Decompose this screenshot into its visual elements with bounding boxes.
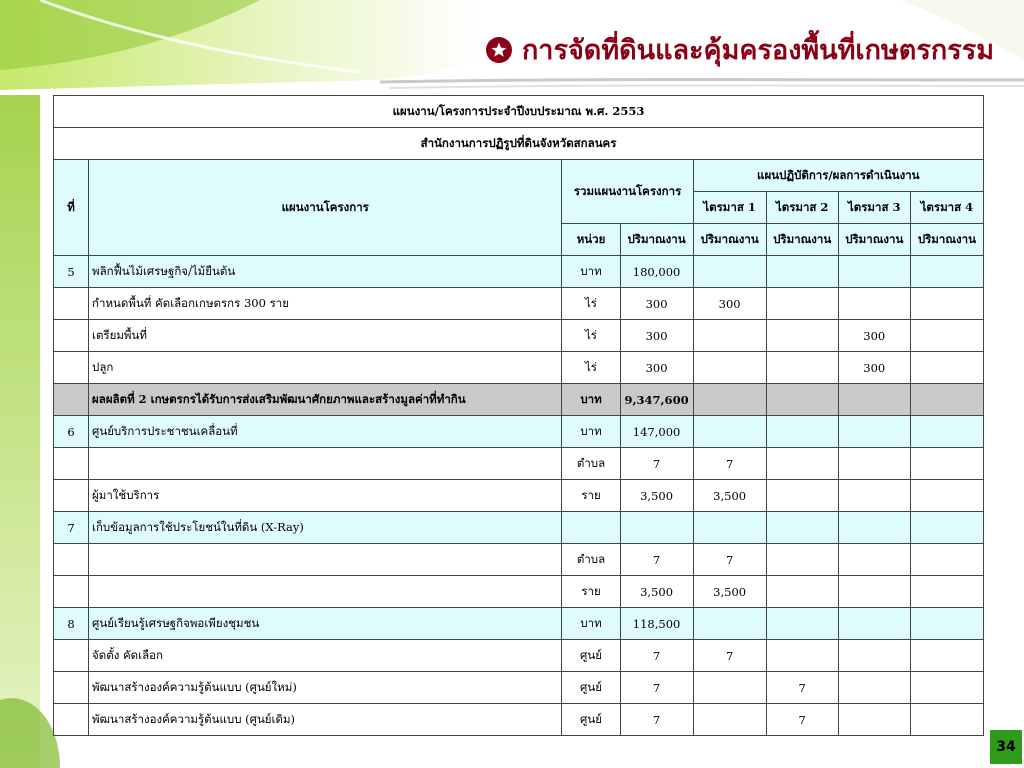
cell-q3 xyxy=(838,608,910,640)
cell-q2: 7 xyxy=(766,704,838,736)
cell-project: พัฒนาสร้างองค์ความรู้ต้นแบบ (ศูนย์เดิม) xyxy=(89,704,562,736)
header-qty-q4: ปริมาณงาน xyxy=(910,224,983,256)
cell-no xyxy=(54,480,89,512)
cell-q2 xyxy=(766,640,838,672)
cell-qty: 7 xyxy=(620,704,693,736)
cell-no xyxy=(54,576,89,608)
cell-q4 xyxy=(910,640,983,672)
cell-q4 xyxy=(910,384,983,416)
table-row xyxy=(54,320,984,352)
cell-project: ผู้มาใช้บริการ xyxy=(89,480,562,512)
table-caption-office: สำนักงานการปฏิรูปที่ดินจังหวัดสกลนคร xyxy=(54,128,984,160)
cell-q4 xyxy=(910,416,983,448)
table-row xyxy=(54,672,984,704)
cell-project: ศูนย์เรียนรู้เศรษฐกิจพอเพียงชุมชน xyxy=(89,608,562,640)
cell-q3 xyxy=(838,288,910,320)
cell-qty: 3,500 xyxy=(620,576,693,608)
cell-q3 xyxy=(838,640,910,672)
header-no: ที่ xyxy=(54,160,89,256)
cell-q4 xyxy=(910,288,983,320)
cell-q1 xyxy=(693,416,766,448)
cell-q2 xyxy=(766,288,838,320)
cell-unit: ราย xyxy=(562,480,620,512)
header-q4: ไตรมาส 4 xyxy=(910,192,983,224)
cell-q3 xyxy=(838,704,910,736)
header-q1: ไตรมาส 1 xyxy=(693,192,766,224)
cell-q2 xyxy=(766,320,838,352)
cell-qty: 7 xyxy=(620,640,693,672)
cell-qty: 7 xyxy=(620,672,693,704)
cell-q3 xyxy=(838,480,910,512)
cell-no xyxy=(54,384,89,416)
cell-q4 xyxy=(910,256,983,288)
cell-project: เก็บข้อมูลการใช้ประโยชน์ในที่ดิน (X-Ray) xyxy=(89,512,562,544)
cell-unit: บาท xyxy=(562,384,620,416)
cell-q4 xyxy=(910,608,983,640)
cell-no xyxy=(54,704,89,736)
cell-project xyxy=(89,544,562,576)
cell-unit: ไร่ xyxy=(562,352,620,384)
cell-q3 xyxy=(838,576,910,608)
cell-q4 xyxy=(910,448,983,480)
table-row xyxy=(54,640,984,672)
cell-unit xyxy=(562,512,620,544)
cell-unit: ตำบล xyxy=(562,448,620,480)
cell-q4 xyxy=(910,512,983,544)
cell-q4 xyxy=(910,544,983,576)
page-title xyxy=(486,28,994,71)
table-row xyxy=(54,416,984,448)
cell-qty: 300 xyxy=(620,320,693,352)
table-row xyxy=(54,512,984,544)
table-row xyxy=(54,256,984,288)
header-qty: ปริมาณงาน xyxy=(620,224,693,256)
table-row xyxy=(54,288,984,320)
cell-unit: ศูนย์ xyxy=(562,672,620,704)
cell-qty: 118,500 xyxy=(620,608,693,640)
cell-q3 xyxy=(838,384,910,416)
cell-project: พัฒนาสร้างองค์ความรู้ต้นแบบ (ศูนย์ใหม่) xyxy=(89,672,562,704)
cell-q3 xyxy=(838,672,910,704)
cell-q1: 300 xyxy=(693,288,766,320)
header-q3: ไตรมาส 3 xyxy=(838,192,910,224)
header-qty-q3: ปริมาณงาน xyxy=(838,224,910,256)
cell-project: จัดตั้ง คัดเลือก xyxy=(89,640,562,672)
table-row xyxy=(54,576,984,608)
cell-q1 xyxy=(693,672,766,704)
cell-q4 xyxy=(910,704,983,736)
cell-no xyxy=(54,320,89,352)
cell-q1: 7 xyxy=(693,544,766,576)
cell-no: 7 xyxy=(54,512,89,544)
cell-q2 xyxy=(766,448,838,480)
header-project: แผนงานโครงการ xyxy=(89,160,562,256)
cell-unit: บาท xyxy=(562,256,620,288)
cell-unit: ไร่ xyxy=(562,320,620,352)
cell-q1 xyxy=(693,608,766,640)
cell-qty: 300 xyxy=(620,288,693,320)
cell-no xyxy=(54,448,89,480)
cell-q1: 7 xyxy=(693,640,766,672)
cell-qty: 147,000 xyxy=(620,416,693,448)
cell-no xyxy=(54,640,89,672)
cell-project: กำหนดพื้นที่ คัดเลือกเกษตรกร 300 ราย xyxy=(89,288,562,320)
cell-qty: 7 xyxy=(620,448,693,480)
cell-no: 6 xyxy=(54,416,89,448)
cell-q2 xyxy=(766,608,838,640)
cell-q3: 300 xyxy=(838,352,910,384)
cell-qty: 9,347,600 xyxy=(620,384,693,416)
cell-q2 xyxy=(766,512,838,544)
cell-project xyxy=(89,448,562,480)
cell-no: 5 xyxy=(54,256,89,288)
cell-q3 xyxy=(838,544,910,576)
table-caption-fiscal: แผนงาน/โครงการประจำปีงบประมาณ พ.ศ. 2553 xyxy=(54,96,984,128)
cell-q1: 3,500 xyxy=(693,480,766,512)
header-q2: ไตรมาส 2 xyxy=(766,192,838,224)
cell-q3 xyxy=(838,448,910,480)
table-row xyxy=(54,608,984,640)
cell-q1 xyxy=(693,704,766,736)
page-title-text: การจัดที่ดินและคุ้มครองพื้นที่เกษตรกรรม xyxy=(521,35,994,66)
cell-no: 8 xyxy=(54,608,89,640)
cell-q1 xyxy=(693,512,766,544)
cell-q1: 7 xyxy=(693,448,766,480)
header-unit: หน่วย xyxy=(562,224,620,256)
star-icon xyxy=(486,37,512,63)
table-row xyxy=(54,704,984,736)
cell-unit: ศูนย์ xyxy=(562,640,620,672)
cell-q2 xyxy=(766,480,838,512)
header-plan: แผนปฏิบัติการ/ผลการดำเนินงาน xyxy=(693,160,983,192)
cell-project: ศูนย์บริการประชาชนเคลื่อนที่ xyxy=(89,416,562,448)
cell-qty: 180,000 xyxy=(620,256,693,288)
cell-project: ปลูก xyxy=(89,352,562,384)
table-row xyxy=(54,448,984,480)
header-qty-q2: ปริมาณงาน xyxy=(766,224,838,256)
header-total: รวมแผนงานโครงการ xyxy=(562,160,693,224)
cell-qty: 3,500 xyxy=(620,480,693,512)
cell-no xyxy=(54,672,89,704)
cell-q4 xyxy=(910,576,983,608)
project-plan-table xyxy=(53,95,984,736)
cell-q2 xyxy=(766,576,838,608)
cell-q2 xyxy=(766,384,838,416)
cell-q1 xyxy=(693,352,766,384)
cell-qty xyxy=(620,512,693,544)
cell-q4 xyxy=(910,480,983,512)
cell-q2 xyxy=(766,544,838,576)
cell-q1 xyxy=(693,320,766,352)
cell-q2 xyxy=(766,352,838,384)
cell-q2: 7 xyxy=(766,672,838,704)
cell-q4 xyxy=(910,672,983,704)
cell-q3 xyxy=(838,416,910,448)
cell-qty: 7 xyxy=(620,544,693,576)
cell-q1 xyxy=(693,256,766,288)
cell-unit: บาท xyxy=(562,416,620,448)
cell-q4 xyxy=(910,352,983,384)
cell-q3 xyxy=(838,512,910,544)
cell-q3: 300 xyxy=(838,320,910,352)
cell-project: พลิกฟื้นไม้เศรษฐกิจ/ไม้ยืนต้น xyxy=(89,256,562,288)
cell-q1: 3,500 xyxy=(693,576,766,608)
cell-project: ผลผลิตที่ 2 เกษตรกรได้รับการส่งเสริมพัฒนาศักยภาพและสร้างมูลค่าที่ทำกิน xyxy=(89,384,562,416)
cell-project: เตรียมพื้นที่ xyxy=(89,320,562,352)
cell-q3 xyxy=(838,256,910,288)
cell-unit: ไร่ xyxy=(562,288,620,320)
cell-qty: 300 xyxy=(620,352,693,384)
table-row xyxy=(54,352,984,384)
page-number: 34 xyxy=(990,730,1022,764)
header-qty-q1: ปริมาณงาน xyxy=(693,224,766,256)
cell-no xyxy=(54,352,89,384)
cell-unit: ตำบล xyxy=(562,544,620,576)
cell-unit: บาท xyxy=(562,608,620,640)
cell-unit: ราย xyxy=(562,576,620,608)
table-row-output-heading xyxy=(54,384,984,416)
cell-project xyxy=(89,576,562,608)
table-row xyxy=(54,480,984,512)
cell-unit: ศูนย์ xyxy=(562,704,620,736)
cell-q2 xyxy=(766,256,838,288)
cell-no xyxy=(54,288,89,320)
cell-q1 xyxy=(693,384,766,416)
cell-q2 xyxy=(766,416,838,448)
cell-no xyxy=(54,544,89,576)
table-row xyxy=(54,544,984,576)
cell-q4 xyxy=(910,320,983,352)
